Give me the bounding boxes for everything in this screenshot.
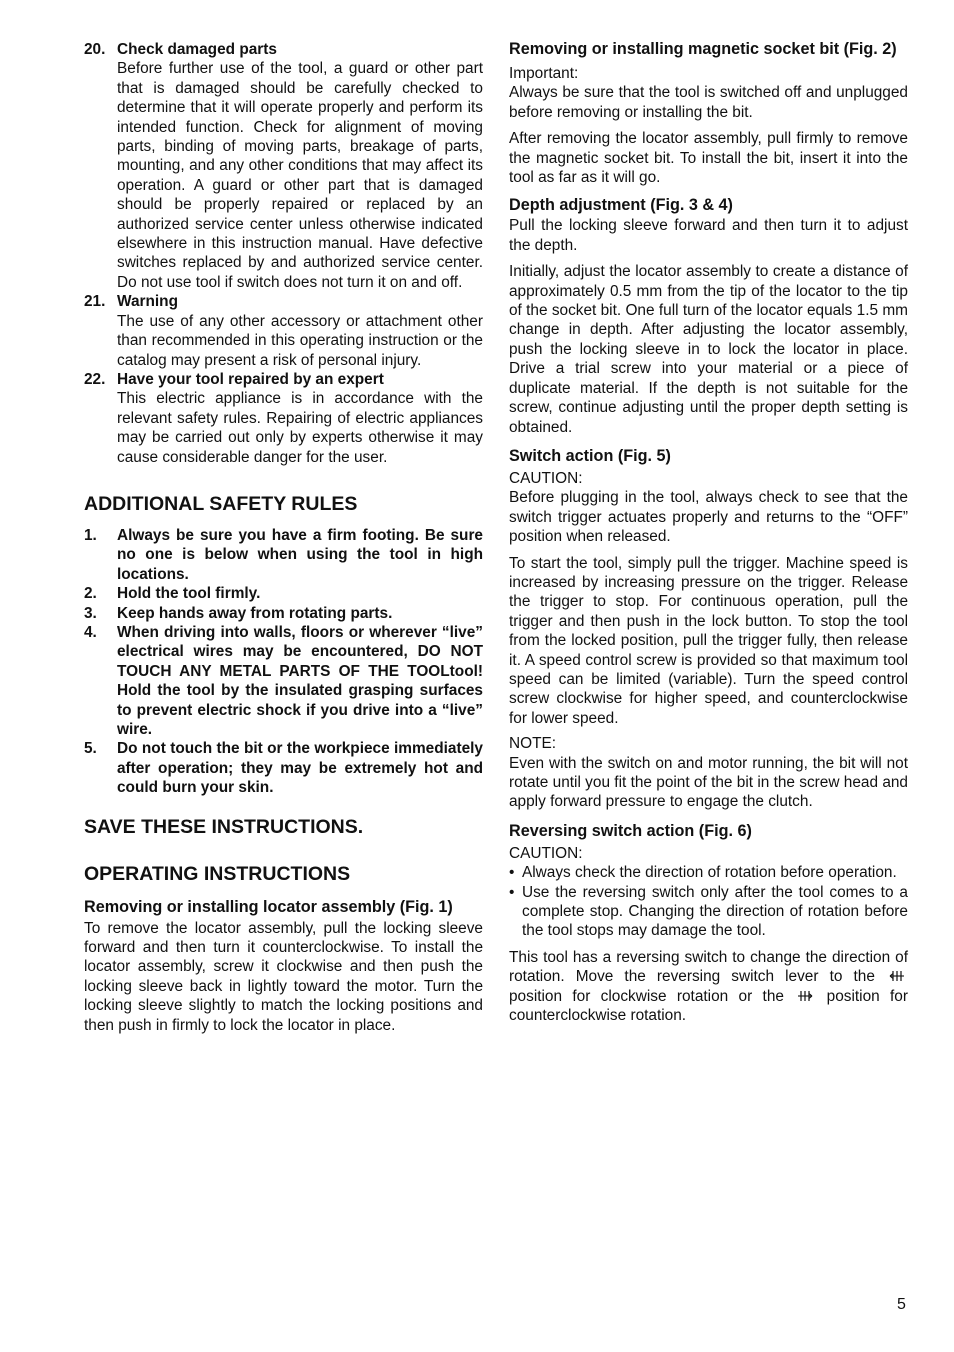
- switch-caution-text: Before plugging in the tool, always check to see that the switch trigger actuates properly and returns to the “OFF” position when released.: [509, 489, 908, 546]
- reversing-text-a: This tool has a reversing switch to change the direction of rotation. Move the reversing switch lever to the: [509, 948, 908, 986]
- list-item: [84, 604, 483, 623]
- depth-text-2: Initially, adjust the locator assembly to create a distance of approximately 0.5 mm from the tip of the locator to the tip of the socket bit. One full turn of the locator equals 1.5 mm change in depth. After adjusting the locator assembly, push the locking sleeve in to lock the locator in place. Drive a trial screw into your material or a piece of duplicate material. If the depth is not suitable for the screw, continue adjusting until the proper depth setting is obtained.: [509, 263, 908, 436]
- bullet: •: [509, 864, 515, 882]
- operating-instructions-heading: OPERATING INSTRUCTIONS: [84, 862, 351, 885]
- magnetic-socket-heading: Removing or installing magnetic socket bit (Fig. 2): [509, 40, 897, 58]
- save-instructions-heading: SAVE THESE INSTRUCTIONS.: [84, 815, 364, 838]
- item-body: This electric appliance is in accordance with the relevant safety rules. Repairing of electric appliances may be carried out only by experts otherwise it may cause considerable danger for the user.: [117, 390, 483, 466]
- switch-action-heading: Switch action (Fig. 5): [509, 446, 671, 465]
- item-number: 21.: [84, 293, 106, 311]
- item-number: 3.: [84, 604, 97, 622]
- depth-text-1: Pull the locking sleeve forward and then turn it to adjust the depth.: [509, 217, 908, 254]
- list-item: [509, 863, 908, 882]
- magnetic-socket-text: After removing the locator assembly, pull firmly to remove the magnetic socket bit. To install the bit, insert it into the tool as far as it will go.: [509, 130, 908, 187]
- item-title: Check damaged parts: [117, 41, 277, 58]
- note-text: Even with the switch on and motor running, the bit will not rotate until you fit the point of the bit in the screw head and apply forward pressure to engage the clutch.: [509, 754, 908, 811]
- item-22: [84, 370, 483, 467]
- list-item: [84, 584, 483, 603]
- left-column: [84, 40, 483, 1035]
- reversing-caution-label: CAUTION:: [509, 844, 583, 862]
- item-title: Have your tool repaired by an expert: [117, 370, 384, 388]
- list-item: [509, 883, 908, 941]
- item-number: 4.: [84, 623, 97, 641]
- bullet: •: [509, 883, 515, 901]
- item-number: 2.: [84, 585, 97, 603]
- reversing-text: [509, 948, 908, 1026]
- bullet-text: Always check the direction of rotation before operation.: [522, 864, 897, 882]
- reversing-switch-heading: Reversing switch action (Fig. 6): [509, 821, 752, 840]
- note-label: NOTE:: [509, 735, 557, 753]
- item-21: [84, 292, 483, 370]
- depth-adjustment-heading: Depth adjustment (Fig. 3 & 4): [509, 196, 733, 215]
- item-text: Keep hands away from rotating parts.: [117, 604, 393, 622]
- item-text: When driving into walls, floors or wherever “live” electrical wires may be encountered, DO NOT TOUCH ANY METAL PARTS OF THE TOOLtool! Hold the tool by the insulated grasping surfaces to prevent electric shock if you drive into a “live” wire.: [117, 623, 483, 738]
- list-item: [84, 623, 483, 739]
- locator-heading: Removing or installing locator assembly (Fig. 1): [84, 897, 453, 916]
- counterclockwise-rotation-icon: [796, 989, 814, 1003]
- locator-text: To remove the locator assembly, pull the locking sleeve forward and then turn it counterclockwise. To install the locator assembly, screw it clockwise and then push the locking sleeve back in lightly toward the motor. Turn the locking sleeve slightly to match the locking positions and then push in firmly to lock the locator in place.: [84, 919, 483, 1034]
- page-number: 5: [897, 1296, 906, 1313]
- item-title: Warning: [117, 293, 178, 311]
- list-item: [84, 526, 483, 584]
- item-text: Hold the tool firmly.: [117, 585, 261, 603]
- item-body: The use of any other accessory or attachment other than recommended in this operating instruction or the catalog may present a risk of personal injury.: [117, 312, 483, 369]
- right-column: [509, 40, 908, 1025]
- item-text: Do not touch the bit or the workpiece immediately after operation; they may be extremely hot and could burn your skin.: [117, 740, 483, 797]
- item-20: [84, 40, 483, 292]
- clockwise-rotation-icon: [888, 969, 906, 983]
- item-number: 22.: [84, 370, 106, 388]
- reversing-text-b: position for clockwise rotation or the: [509, 987, 784, 1005]
- additional-safety-heading: ADDITIONAL SAFETY RULES: [84, 492, 358, 515]
- item-number: 5.: [84, 740, 97, 758]
- important-label: Important:: [509, 65, 579, 82]
- item-number: 1.: [84, 526, 97, 544]
- switch-caution-label: CAUTION:: [509, 469, 583, 487]
- important-text: Always be sure that the tool is switched off and unplugged before removing or installing the bit.: [509, 84, 908, 121]
- safety-rules-list: [84, 526, 483, 798]
- item-text: Always be sure you have a firm footing. Be sure no one is below when using the tool in high locations.: [117, 526, 483, 583]
- bullet-text: Use the reversing switch only after the tool comes to a complete stop. Changing the direction of rotation before the tool stops may damage the tool.: [522, 883, 908, 940]
- list-item: [84, 739, 483, 797]
- switch-text: To start the tool, simply pull the trigger. Machine speed is increased by increasing pressure on the trigger. Release the trigger to stop. For continuous operation, pull the trigger and then push in the lock button. To stop the tool from the locked position, pull the trigger fully, then release it. A speed control screw is provided so that maximum tool speed can be limited (variable). Turn the speed control screw clockwise for higher speed, and counterclockwise for lower speed.: [509, 554, 908, 727]
- item-number: 20.: [84, 41, 106, 58]
- reversing-text-c: position for counterclockwise rotation.: [509, 987, 908, 1025]
- item-body: Before further use of the tool, a guard or other part that is damaged should be carefully checked to determine that it will operate properly and perform its intended function. Check for alignment of moving parts, binding of moving parts, breakage of parts, mounting, and any other conditions that may affect its operation. A guard or other part that is damaged should be properly repaired or replaced by an authorized service center unless otherwise indicated elsewhere in this instruction manual. Have defective switches replaced by and authorized service center. Do not use tool if switch does not turn it on and off.: [117, 60, 483, 291]
